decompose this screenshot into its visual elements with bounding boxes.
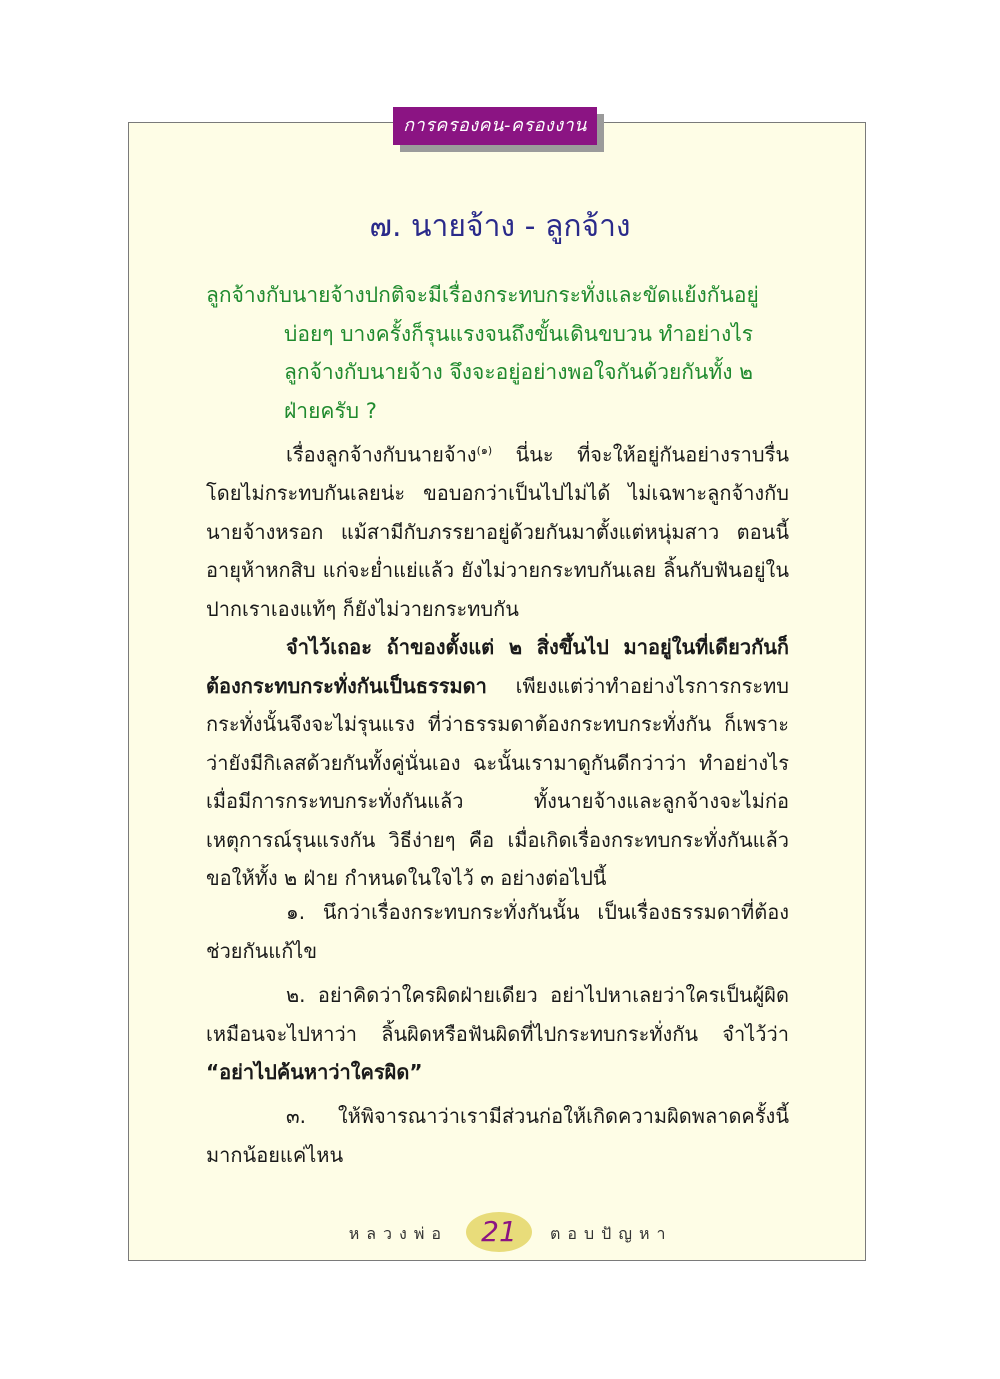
paragraph-1-part-b: นี่นะ ที่จะให้อยู่กันอย่างราบรื่นโดยไม่กระทบกันเลยน่ะ ขอบอกว่าเป็นไปไม่ได้ ไม่เฉพาะลูกจ้างกับนายจ้างหรอก แม้สามีกับภรรยาอยู่ด้วยกันมาตั้งแต่หนุ่มสาว ตอนนี้อายุห้าหกสิบ แก่จะย่ำแย่แล้ว ยังไม่วายกระทบกันเลย ลิ้นกับฟันอยู่ในปากเราเองแท้ๆ ก็ยังไม่วายกระทบกัน: [206, 442, 789, 621]
page-number-badge: 21: [466, 1212, 532, 1252]
chapter-title: ๗. นายจ้าง - ลูกจ้าง: [369, 209, 631, 244]
question-first-line: ลูกจ้างกับนายจ้างปกติจะมีเรื่องกระทบกระทั่งและขัดแย้งกันอยู่: [206, 283, 759, 307]
question-rest: บ่อยๆ บางครั้งก็รุนแรงจนถึงขั้นเดินขบวน ทำอย่างไร ลูกจ้างกับนายจ้าง จึงจะอยู่อย่างพอใจกันด้วยกันทั้ง ๒ ฝ่ายครับ ?: [284, 321, 754, 423]
question-text: [206, 276, 796, 430]
paragraph-4-text: ๒. อย่าคิดว่าใครผิดฝ่ายเดียว อย่าไปหาเลยว่าใครเป็นผู้ผิดเหมือนจะไปหาว่า ลิ้นผิดหรือฟันผิดที่ไปกระทบกระทั่งกัน จำไว้ว่า: [206, 983, 789, 1046]
page-footer: [200, 1208, 800, 1258]
paragraph-1-part-a: เรื่องลูกจ้างกับนายจ้าง: [286, 442, 477, 467]
paragraph-2-rest: เพียงแต่ว่าทำอย่างไรการกระทบกระทั่งนั้นจึงจะไม่รุนแรง ที่ว่าธรรมดาต้องกระทบกระทั่งกัน ก็เพราะว่ายังมีกิเลสด้วยกันทั้งคู่นั่นเอง ฉะนั้นเรามาดูกันดีกว่าว่า ทำอย่างไรเมื่อมีการกระทบกระทั่งกันแล้ว ทั้งนายจ้างและลูกจ้างจะไม่ก่อเหตุการณ์รุนแรงกัน วิธีง่ายๆ คือ เมื่อเกิดเรื่องกระทบกระทั่งกันแล้ว ขอให้ทั้ง ๒ ฝ่าย กำหนดในใจไว้ ๓ อย่างต่อไปนี้: [206, 673, 789, 890]
paragraph-1: [206, 432, 789, 628]
footer-left-text: หลวงพ่อ: [348, 1224, 448, 1243]
header-tab: การครองคน-ครองงาน: [393, 107, 597, 145]
paragraph-2: [206, 628, 789, 898]
paragraph-5: ๓. ให้พิจารณาว่าเรามีส่วนก่อให้เกิดความผิดพลาดครั้งนี้มากน้อยแค่ไหน: [206, 1104, 789, 1167]
footer-right-text: ตอบปัญหา: [550, 1224, 673, 1243]
paragraph-4: [206, 976, 789, 1092]
paragraph-4-bold: “อย่าไปค้นหาว่าใครผิด”: [206, 1060, 423, 1084]
footnote-marker: (๑): [476, 444, 493, 457]
paragraph-2-bold: จำไว้เถอะ ถ้าของตั้งแต่ ๒ สิ่งขึ้นไป มาอยู่ในที่เดียวกันก็ต้องกระทบกระทั่งกันเป็นธรรมดา: [206, 635, 789, 698]
paragraph-3: ๑. นึกว่าเรื่องกระทบกระทั่งกันนั้น เป็นเรื่องธรรมดาที่ต้องช่วยกันแก้ไข: [206, 900, 789, 963]
